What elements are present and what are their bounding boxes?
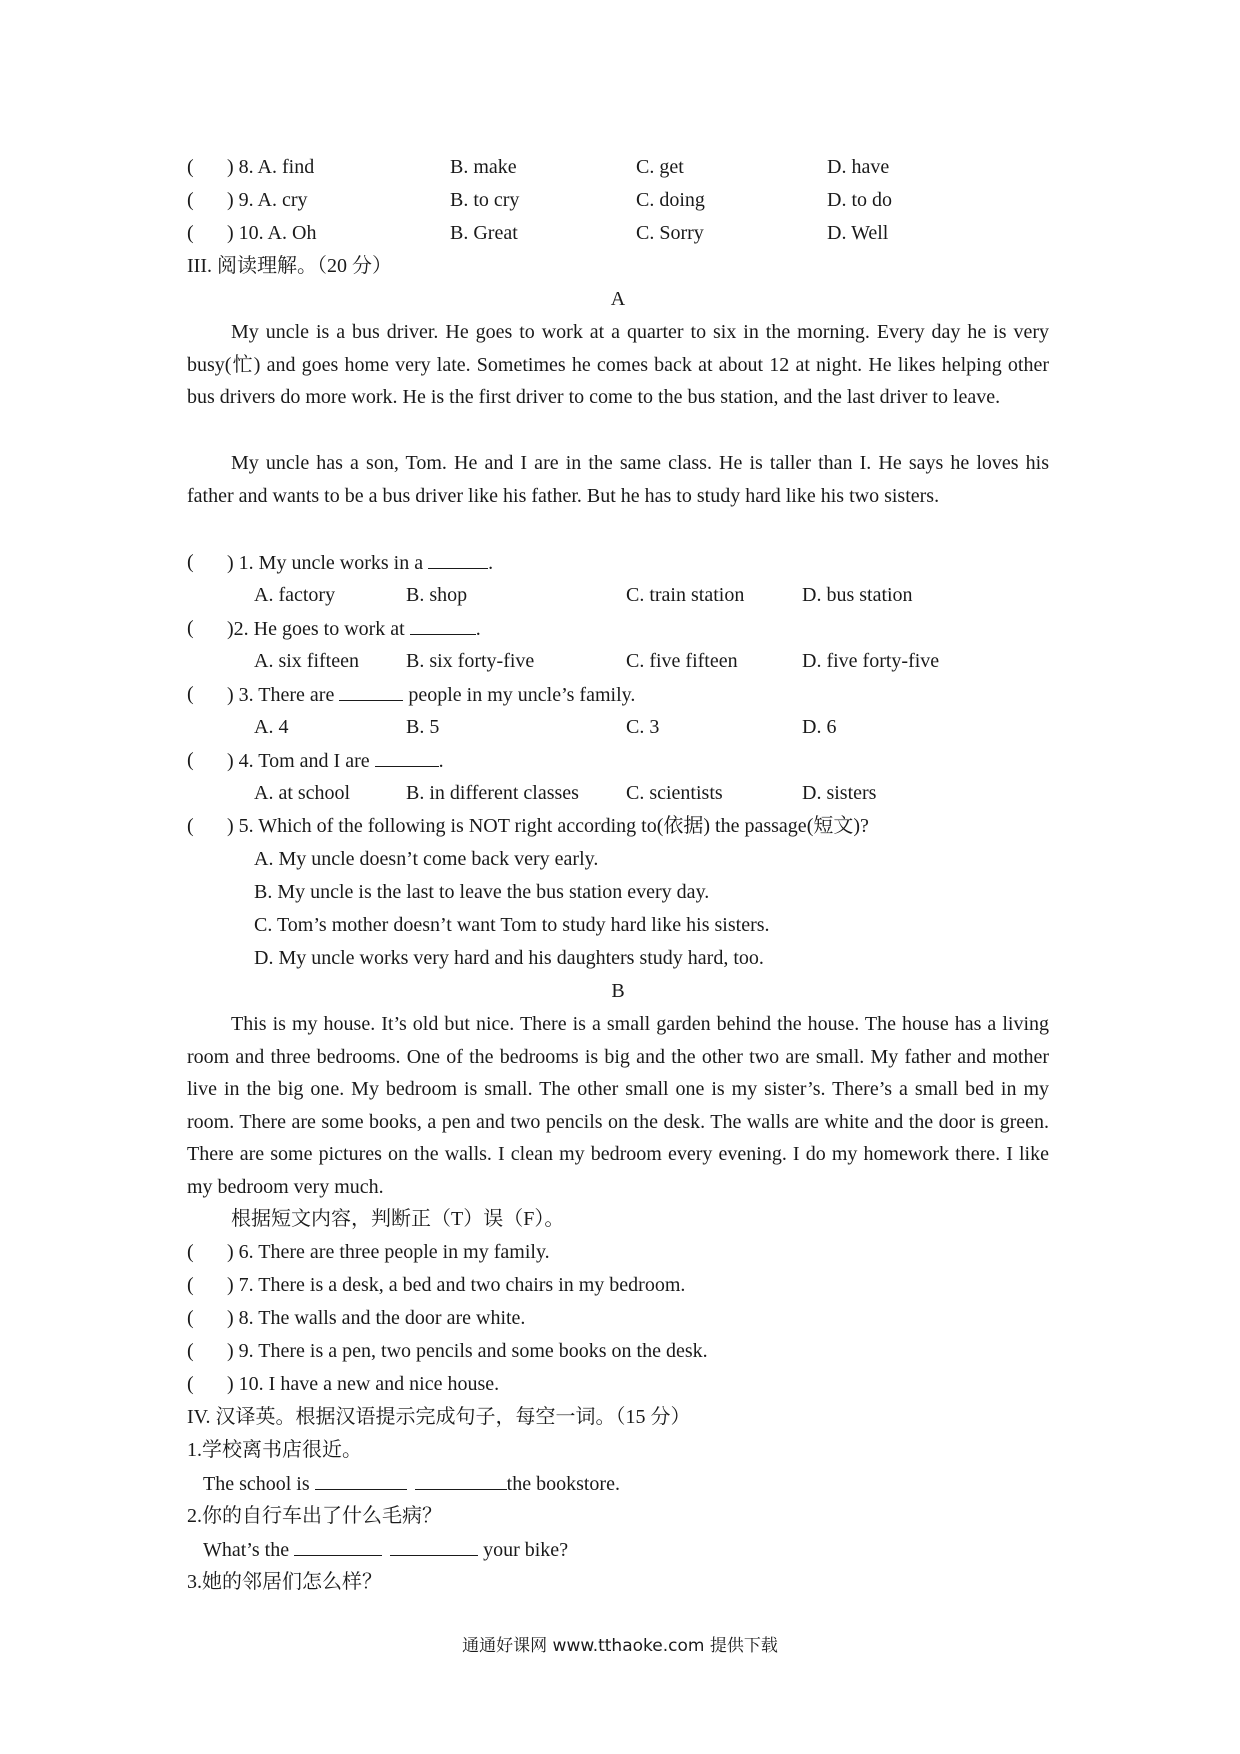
question-5-option-a: A. My uncle doesn’t come back very early. <box>254 848 599 870</box>
question-2-options <box>254 649 1154 673</box>
answer-paren: ( <box>187 617 194 639</box>
option-b: B. to cry <box>450 189 520 211</box>
footer-download-note: 通通好课网 www.tthaoke.com 提供下载 <box>462 1636 778 1656</box>
passage-b-label: B <box>611 980 625 1002</box>
translation-1-english: The school is the bookstore. <box>203 1473 620 1495</box>
question-3-options <box>254 715 1154 739</box>
question-1-options <box>254 583 1154 607</box>
option-c: C. get <box>636 156 684 178</box>
option-b: B. make <box>450 156 517 178</box>
option-a: ) 10. A. Oh <box>227 222 317 244</box>
answer-paren: ( <box>187 815 194 837</box>
question-2: )2. He goes to work at . <box>227 618 481 640</box>
tf-statement-6: ) 6. There are three people in my family. <box>227 1241 550 1263</box>
passage-a-paragraph-2: My uncle has a son, Tom. He and I are in the same class. He is taller than I. He says he loves his father and wants to be a bus driver like his father. But he has to study hard like his two sisters. <box>187 452 1049 507</box>
answer-paren: ( <box>187 749 194 771</box>
option-d: D. Well <box>827 222 889 244</box>
answer-paren: ( <box>187 551 194 573</box>
passage-a-label: A <box>610 288 626 310</box>
option-d: D. 6 <box>802 716 837 738</box>
answer-paren: ( <box>187 1274 194 1296</box>
answer-paren: ( <box>187 1307 194 1329</box>
cloze-row-10 <box>187 221 1087 245</box>
translation-2-chinese: 2.你的自行车出了什么毛病？ <box>187 1505 442 1527</box>
tf-statement-8: ) 8. The walls and the door are white. <box>227 1307 526 1329</box>
answer-paren: ( <box>187 1373 194 1395</box>
cloze-row-8 <box>187 155 1087 179</box>
option-a: A. 4 <box>254 716 289 738</box>
option-b: B. in different classes <box>406 782 579 804</box>
question-4-options <box>254 781 1154 805</box>
section-4-title: IV. 汉译英。根据汉语提示完成句子，每空一词。（15 分） <box>187 1406 691 1428</box>
translation-3-chinese: 3.她的邻居们怎么样？ <box>187 1571 382 1593</box>
question-5-option-c: C. Tom’s mother doesn’t want Tom to study hard like his sisters. <box>254 914 770 936</box>
tf-instruction: 根据短文内容，判断正（T）误（F）。 <box>231 1208 565 1230</box>
passage-a-paragraph-1: My uncle is a bus driver. He goes to work at a quarter to six in the morning. Every day he is very busy(忙) and goes home very late. Sometimes he comes back at about 12 at night. He likes helping other bus drivers do more work. He is the first driver to come to the bus station, and the last driver to leave. <box>187 321 1049 409</box>
question-5: ) 5. Which of the following is NOT right according to(依据) the passage(短文)? <box>227 815 869 837</box>
option-d: D. to do <box>827 189 892 211</box>
question-5-option-d: D. My uncle works very hard and his daughters study hard, too. <box>254 947 764 969</box>
question-4: ) 4. Tom and I are . <box>227 750 444 772</box>
tf-statement-10: ) 10. I have a new and nice house. <box>227 1373 500 1395</box>
answer-paren: ( <box>187 222 194 244</box>
option-c: C. Sorry <box>636 222 704 244</box>
question-3: ) 3. There are people in my uncle’s family. <box>227 684 636 706</box>
option-d: D. have <box>827 156 890 178</box>
option-d: D. five forty-five <box>802 650 940 672</box>
option-b: B. shop <box>406 584 468 606</box>
option-c: C. 3 <box>626 716 660 738</box>
question-1: ) 1. My uncle works in a . <box>227 552 494 574</box>
translation-2-english: What’s the your bike? <box>203 1539 569 1561</box>
answer-paren: ( <box>187 683 194 705</box>
question-5-option-b: B. My uncle is the last to leave the bus station every day. <box>254 881 710 903</box>
answer-paren: ( <box>187 1241 194 1263</box>
answer-blank[interactable] <box>375 748 439 767</box>
answer-paren: ( <box>187 189 194 211</box>
tf-statement-7: ) 7. There is a desk, a bed and two chairs in my bedroom. <box>227 1274 686 1296</box>
passage-b-paragraph: This is my house. It’s old but nice. There is a small garden behind the house. The house has a living room and three bedrooms. One of the bedrooms is big and the other two are small. My father and mother live in the big one. My bedroom is small. The other small one is my sister’s. There’s a small bed in my room. There are some books, a pen and two pencils on the desk. The walls are white and the door is green. There are some pictures on the walls. I clean my bedroom every evening. I do my homework there. I like my bedroom very much. <box>187 1013 1049 1198</box>
option-b: B. 5 <box>406 716 440 738</box>
option-d: D. sisters <box>802 782 877 804</box>
option-c: C. five fifteen <box>626 650 738 672</box>
option-b: B. six forty-five <box>406 650 535 672</box>
option-d: D. bus station <box>802 584 913 606</box>
option-c: C. train station <box>626 584 745 606</box>
answer-blank[interactable] <box>315 1471 407 1490</box>
translation-1-chinese: 1.学校离书店很近。 <box>187 1439 362 1461</box>
answer-blank[interactable] <box>415 1471 507 1490</box>
answer-paren: ( <box>187 156 194 178</box>
option-a: ) 9. A. cry <box>227 189 308 211</box>
option-c: C. scientists <box>626 782 723 804</box>
answer-paren: ( <box>187 1340 194 1362</box>
answer-blank[interactable] <box>428 550 488 569</box>
section-3-title: III. 阅读理解。（20 分） <box>187 255 392 277</box>
option-a: A. six fifteen <box>254 650 359 672</box>
option-b: B. Great <box>450 222 518 244</box>
option-a: A. at school <box>254 782 351 804</box>
option-c: C. doing <box>636 189 705 211</box>
option-a: ) 8. A. find <box>227 156 315 178</box>
cloze-row-9 <box>187 188 1087 212</box>
answer-blank[interactable] <box>339 682 403 701</box>
answer-blank[interactable] <box>294 1537 382 1556</box>
option-a: A. factory <box>254 584 336 606</box>
answer-blank[interactable] <box>410 616 476 635</box>
tf-statement-9: ) 9. There is a pen, two pencils and some books on the desk. <box>227 1340 708 1362</box>
answer-blank[interactable] <box>390 1537 478 1556</box>
